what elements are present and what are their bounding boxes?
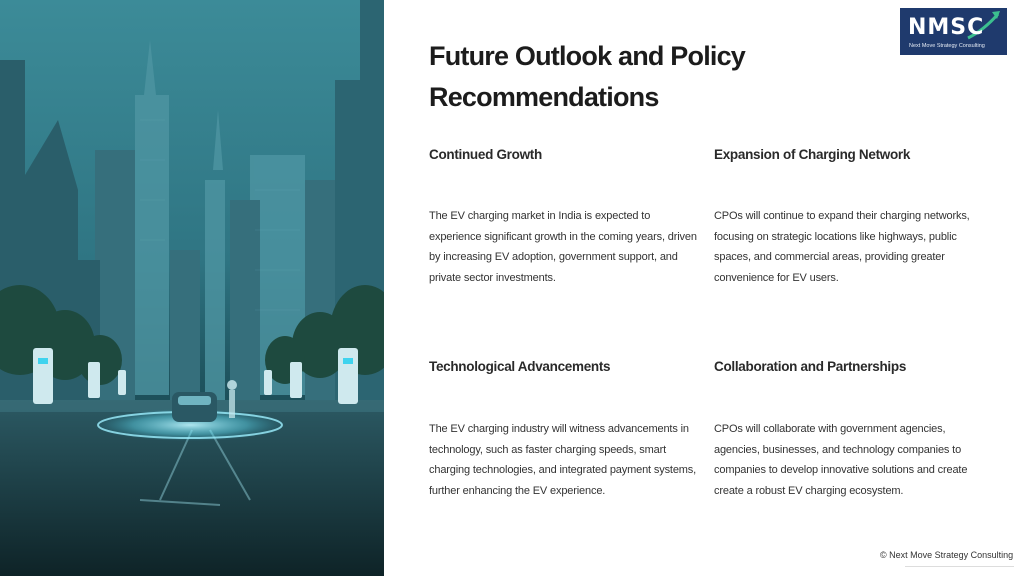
card-body-technological-advancements: The EV charging industry will witness advancements in technology, such as faster charging speeds, smart charging technologies, and integrated payment systems, further enhancing the EV experience. [429, 423, 697, 497]
card-heading-expansion-network: Expansion of Charging Network [714, 147, 911, 162]
copyright-footer: © Next Move Strategy Consulting [880, 550, 1014, 560]
footer-divider [905, 566, 1014, 567]
card-heading-continued-growth: Continued Growth [429, 147, 542, 162]
logo-wordmark: NMSC [908, 15, 985, 40]
hero-image [0, 0, 384, 576]
card-heading-technological-advancements: Technological Advancements [429, 359, 611, 374]
logo-subtitle: Next Move Strategy Consulting [909, 43, 985, 49]
card-body-continued-growth: The EV charging market in India is expected to experience significant growth in the coming years, driven by increasing EV adoption, government support, and private sector investments. [429, 210, 697, 284]
page-title: Future Outlook and Policy Recommendations [429, 41, 746, 112]
card-heading-collaboration: Collaboration and Partnerships [714, 359, 907, 374]
company-logo [900, 8, 1007, 55]
card-body-expansion-network: CPOs will continue to expand their charging networks, focusing on strategic locations like highways, public spaces, and commercial areas, providing greater convenience for EV users. [714, 210, 970, 284]
card-body-collaboration: CPOs will collaborate with government agencies, agencies, businesses, and technology companies to companies to develop innovative solutions and create create a robust EV charging ecosystem. [714, 423, 968, 497]
